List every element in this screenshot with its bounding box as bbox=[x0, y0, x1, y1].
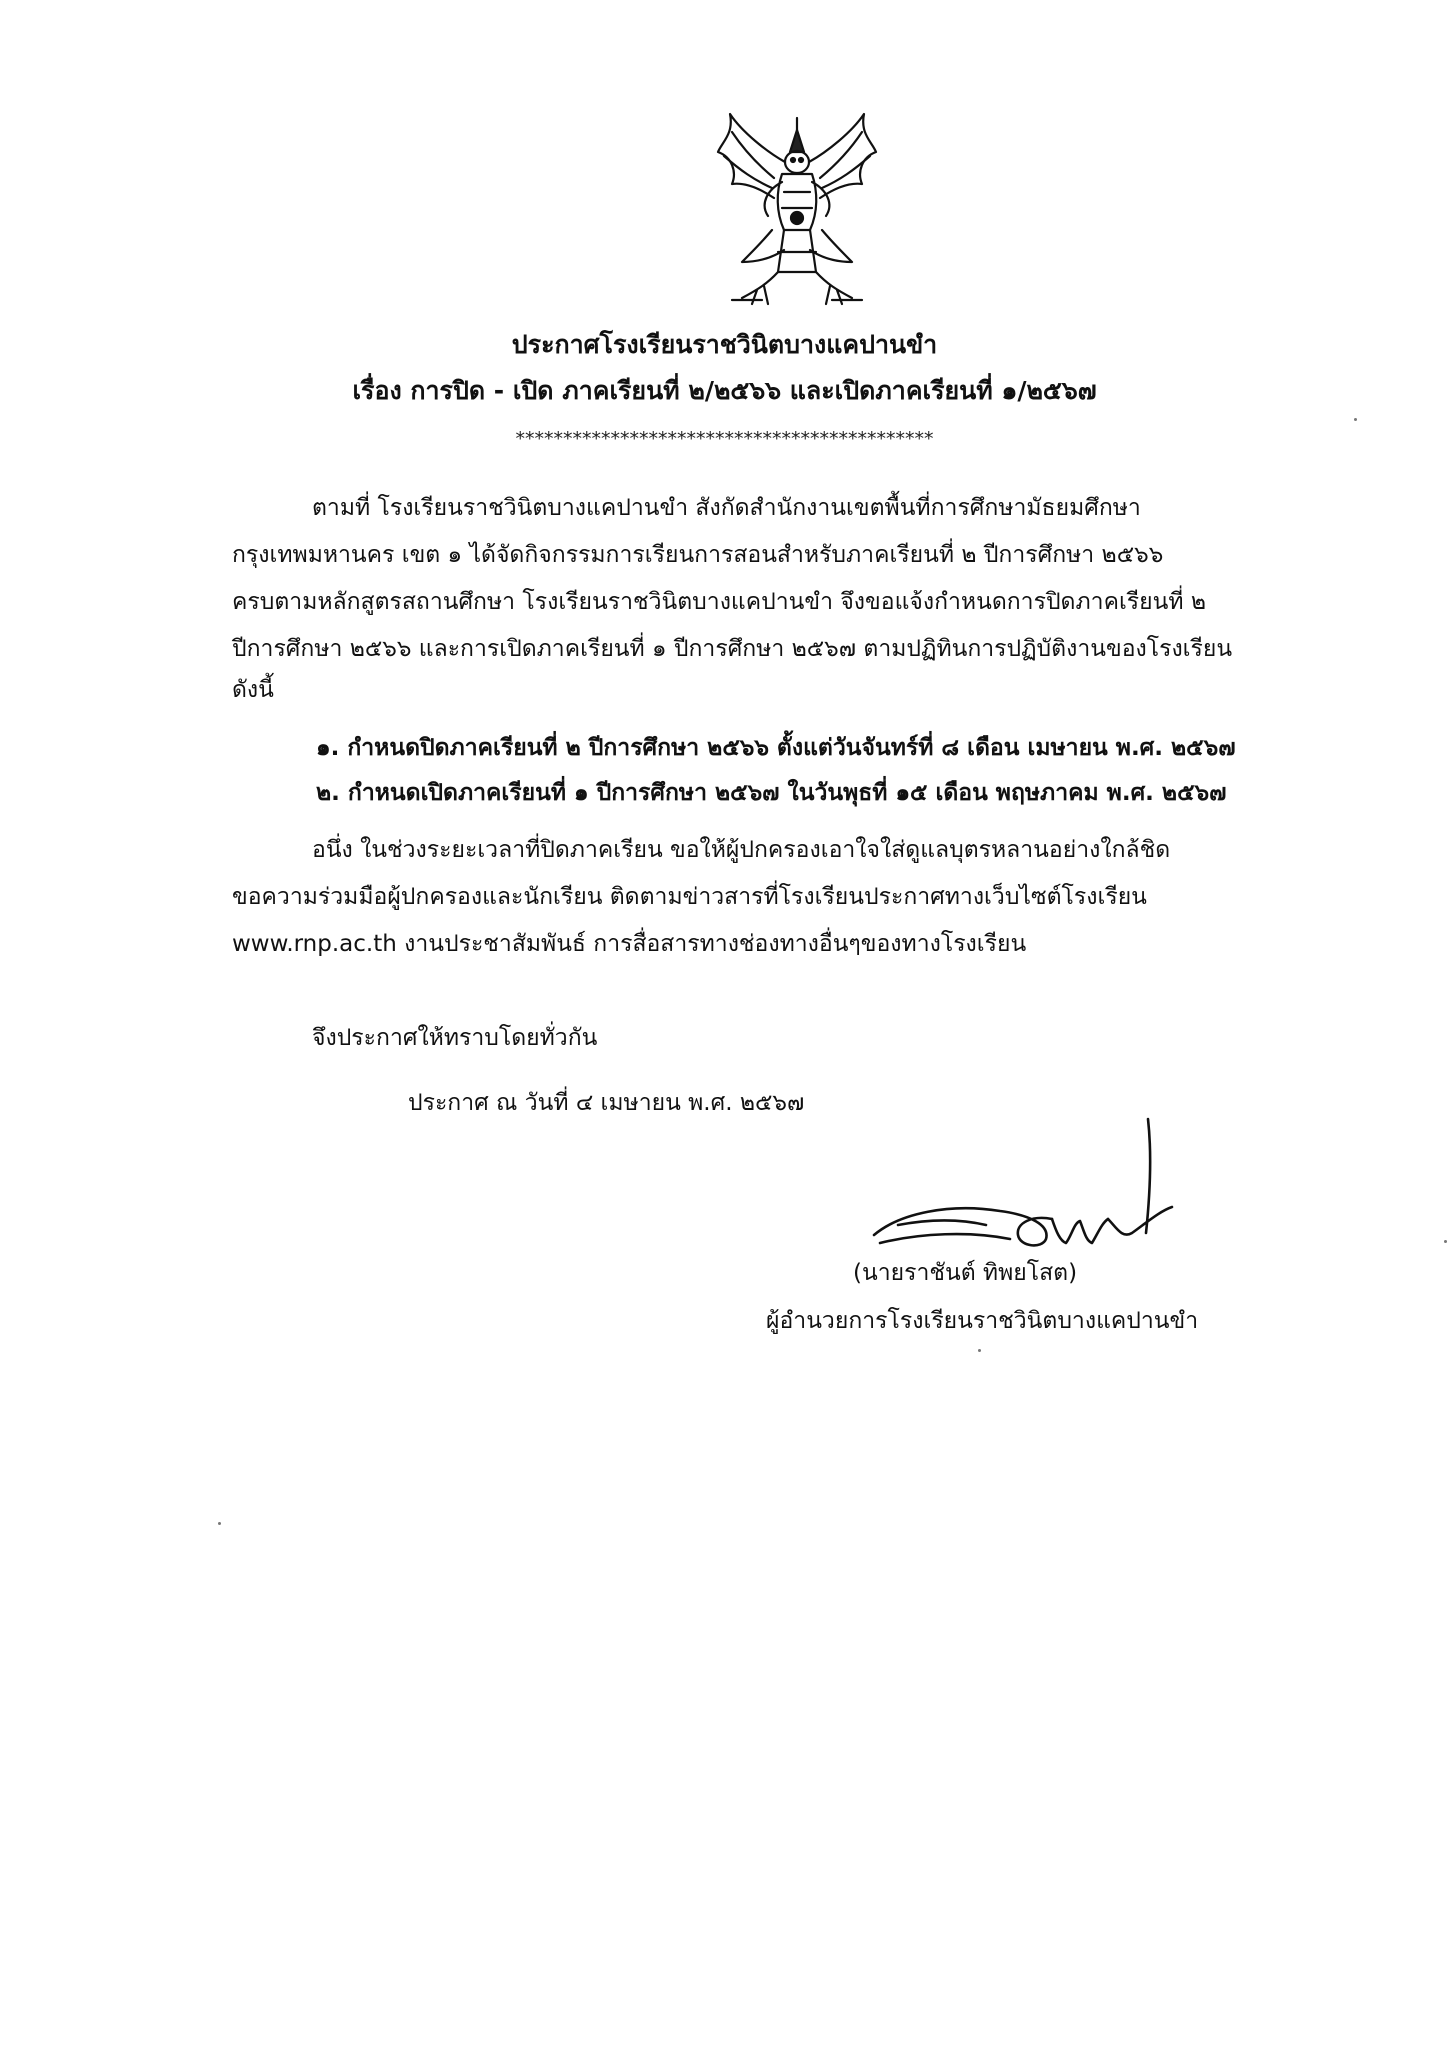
scan-speck bbox=[218, 1522, 221, 1525]
signatory-name: (นายราชันต์ ทิพยโสต) bbox=[853, 1260, 1078, 1286]
scan-speck bbox=[1444, 1240, 1447, 1243]
signatory-position: ผู้อำนวยการโรงเรียนราชวินิตบางแคปานขำ bbox=[766, 1308, 1199, 1334]
scan-speck bbox=[978, 1349, 981, 1352]
document-title: ประกาศโรงเรียนราชวินิตบางแคปานขำ bbox=[511, 330, 938, 359]
announce-date: ประกาศ ณ วันที่ ๔ เมษายน พ.ศ. ๒๕๖๗ bbox=[408, 1090, 805, 1116]
paragraph1-line-5: ดังนี้ bbox=[232, 677, 274, 703]
paragraph2-line-3: www.rnp.ac.th งานประชาสัมพันธ์ การสื่อสารทางช่องทางอื่นๆของทางโรงเรียน bbox=[232, 931, 1027, 957]
paragraph1-line-1: ตามที่ โรงเรียนราชวินิตบางแคปานขำ สังกัดสำนักงานเขตพื้นที่การศึกษามัธยมศึกษา bbox=[312, 495, 1141, 521]
garuda-emblem-icon bbox=[712, 112, 882, 308]
signature-mark bbox=[860, 1115, 1220, 1265]
paragraph1-line-4: ปีการศึกษา ๒๕๖๖ และการเปิดภาคเรียนที่ ๑ ปีการศึกษา ๒๕๖๗ ตามปฏิทินการปฏิบัติงานของโรงเรียน bbox=[232, 636, 1233, 662]
paragraph1-line-2: กรุงเทพมหานคร เขต ๑ ได้จัดกิจกรรมการเรียนการสอนสำหรับภาคเรียนที่ ๒ ปีการศึกษา ๒๕๖๖ bbox=[232, 542, 1164, 568]
paragraph1-line-3: ครบตามหลักสูตรสถานศึกษา โรงเรียนราชวินิตบางแคปานขำ จึงขอแจ้งกำหนดการปิดภาคเรียนที่ ๒ bbox=[232, 589, 1206, 615]
scan-speck bbox=[1354, 418, 1357, 421]
list-item-close-term: ๑. กำหนดปิดภาคเรียนที่ ๒ ปีการศึกษา ๒๕๖๖ ตั้งแต่วันจันทร์ที่ ๘ เดือน เมษายน พ.ศ. ๒๕๖๗ bbox=[316, 735, 1236, 761]
list-item-open-term: ๒. กำหนดเปิดภาคเรียนที่ ๑ ปีการศึกษา ๒๕๖๗ ในวันพุธที่ ๑๕ เดือน พฤษภาคม พ.ศ. ๒๕๖๗ bbox=[316, 780, 1227, 806]
announce-line: จึงประกาศให้ทราบโดยทั่วกัน bbox=[312, 1025, 598, 1051]
paragraph2-line-2: ขอความร่วมมือผู้ปกครองและนักเรียน ติดตามข่าวสารที่โรงเรียนประกาศทางเว็บไซต์โรงเรียน bbox=[232, 884, 1147, 910]
paragraph2-line-1: อนึ่ง ในช่วงระยะเวลาที่ปิดภาคเรียน ขอให้ผู้ปกครองเอาใจใส่ดูแลบุตรหลานอย่างใกล้ชิด bbox=[312, 837, 1171, 863]
separator-line: ******************************************** bbox=[515, 428, 934, 450]
document-subject: เรื่อง การปิด - เปิด ภาคเรียนที่ ๒/๒๕๖๖ และเปิดภาคเรียนที่ ๑/๒๕๖๗ bbox=[352, 376, 1097, 405]
